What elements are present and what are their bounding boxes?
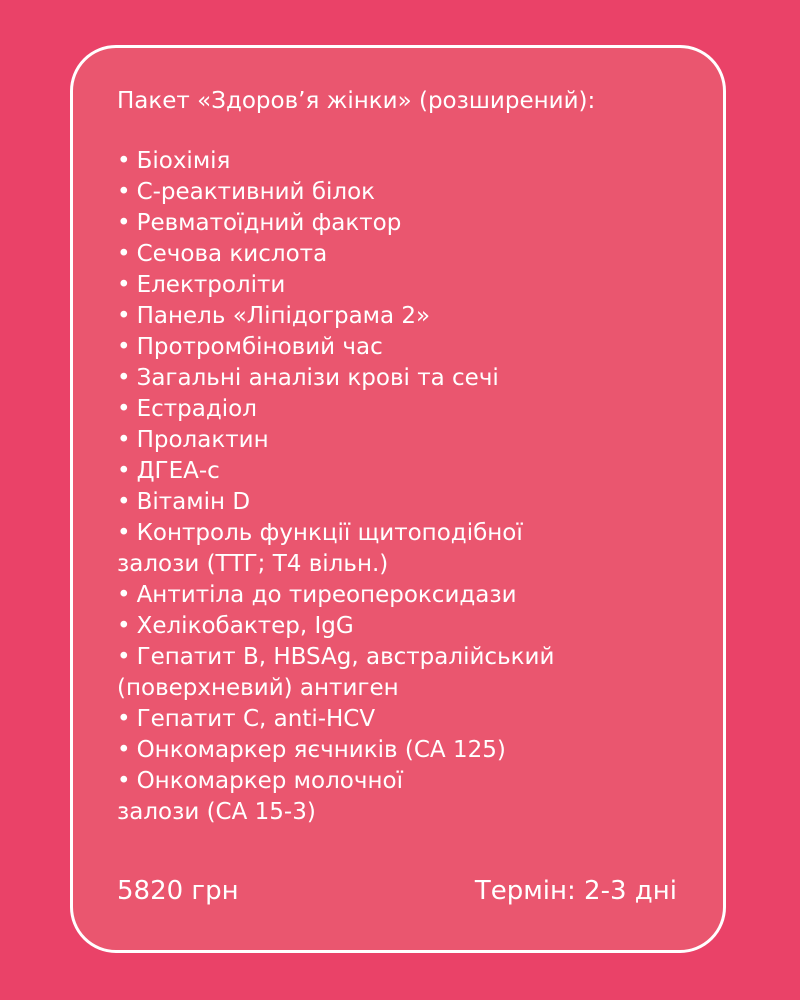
list-item bbox=[117, 363, 697, 394]
list-item bbox=[117, 642, 697, 704]
list-item bbox=[117, 301, 697, 332]
item-text: Вітамін D bbox=[136, 489, 251, 515]
bullet: • bbox=[117, 365, 131, 391]
list-item bbox=[117, 146, 697, 177]
item-text: Онкомаркер яєчників (СА 125) bbox=[136, 737, 506, 763]
bullet: • bbox=[117, 396, 131, 422]
item-text: Біохімія bbox=[136, 148, 231, 174]
bullet: • bbox=[117, 241, 131, 267]
bullet: • bbox=[117, 768, 131, 794]
term: Термін: 2-3 дні bbox=[474, 876, 677, 906]
item-text: Хелікобактер, IgG bbox=[136, 613, 354, 639]
bullet: • bbox=[117, 303, 131, 329]
bullet: • bbox=[117, 644, 131, 670]
card-footer bbox=[117, 876, 677, 907]
list-item bbox=[117, 766, 697, 828]
list-item bbox=[117, 270, 697, 301]
list-item bbox=[117, 332, 697, 363]
package-title: Пакет «Здоров’я жінки» (розширений): bbox=[117, 88, 596, 114]
item-text: Пролактин bbox=[136, 427, 269, 453]
list-item bbox=[117, 580, 697, 611]
list-item bbox=[117, 735, 697, 766]
bullet: • bbox=[117, 613, 131, 639]
item-text-continued: залози (ТТГ; Т4 вільн.) bbox=[117, 551, 389, 577]
bullet: • bbox=[117, 737, 131, 763]
item-text-continued: (поверхневий) антиген bbox=[117, 675, 399, 701]
list-item bbox=[117, 425, 697, 456]
list-item bbox=[117, 704, 697, 735]
item-text: Антитіла до тиреопероксидази bbox=[136, 582, 517, 608]
bullet: • bbox=[117, 582, 131, 608]
item-text: Контроль функції щитоподібної bbox=[136, 520, 523, 546]
bullet: • bbox=[117, 520, 131, 546]
item-text-continued: залози (СА 15-3) bbox=[117, 799, 316, 825]
item-text: С-реактивний білок bbox=[136, 179, 376, 205]
bullet: • bbox=[117, 148, 131, 174]
bullet: • bbox=[117, 210, 131, 236]
list-item bbox=[117, 239, 697, 270]
package-card bbox=[70, 45, 726, 953]
item-text: Гепатит С, anti-HCV bbox=[136, 706, 376, 732]
tests-list bbox=[117, 146, 697, 828]
item-text: ДГЕА-с bbox=[136, 458, 220, 484]
item-text: Гепатит В, HBSAg, австралійський bbox=[136, 644, 555, 670]
bullet: • bbox=[117, 179, 131, 205]
bullet: • bbox=[117, 489, 131, 515]
list-item bbox=[117, 208, 697, 239]
item-text: Електроліти bbox=[136, 272, 286, 298]
bullet: • bbox=[117, 334, 131, 360]
item-text: Панель «Ліпідограма 2» bbox=[136, 303, 431, 329]
list-item bbox=[117, 487, 697, 518]
bullet: • bbox=[117, 458, 131, 484]
bullet: • bbox=[117, 427, 131, 453]
list-item bbox=[117, 177, 697, 208]
item-text: Загальні аналізи крові та сечі bbox=[136, 365, 499, 391]
list-item bbox=[117, 518, 697, 580]
list-item bbox=[117, 611, 697, 642]
item-text: Сечова кислота bbox=[136, 241, 328, 267]
list-item bbox=[117, 394, 697, 425]
bullet: • bbox=[117, 272, 131, 298]
item-text: Естрадіол bbox=[136, 396, 257, 422]
item-text: Онкомаркер молочної bbox=[136, 768, 403, 794]
item-text: Ревматоїдний фактор bbox=[136, 210, 402, 236]
bullet: • bbox=[117, 706, 131, 732]
list-item bbox=[117, 456, 697, 487]
price: 5820 грн bbox=[117, 876, 239, 906]
item-text: Протромбіновий час bbox=[136, 334, 383, 360]
